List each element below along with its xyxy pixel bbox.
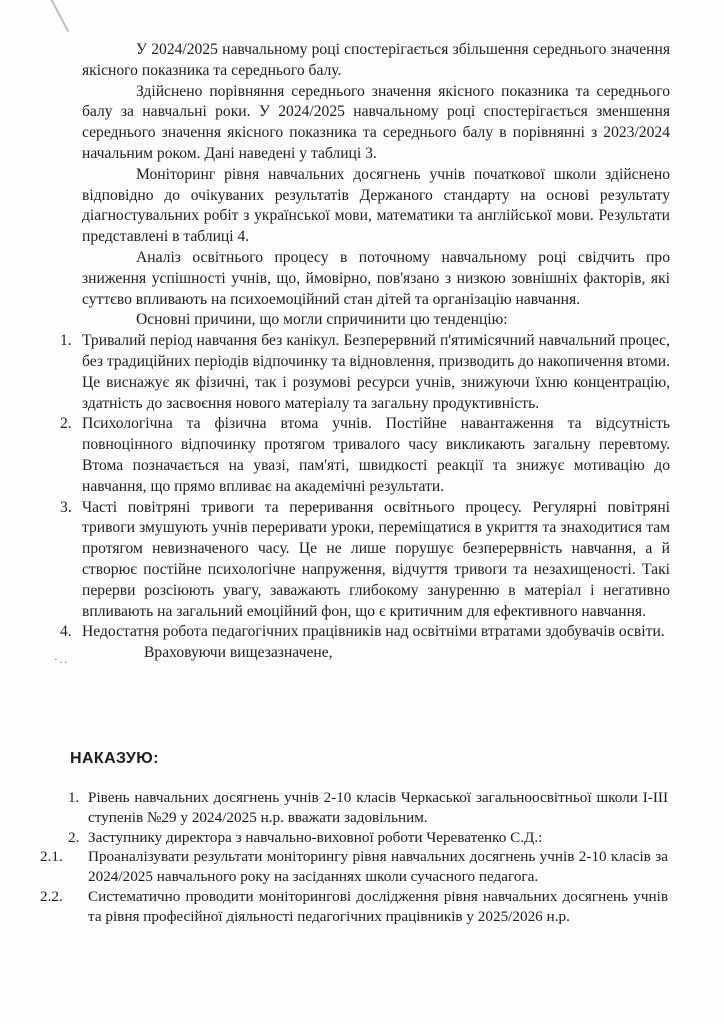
list-item xyxy=(60,622,670,643)
order-item-2 xyxy=(68,828,668,848)
order-number: 2. xyxy=(68,828,80,846)
list-item xyxy=(60,414,670,497)
order-number: 1. xyxy=(68,789,80,806)
order-item-2-1 xyxy=(40,847,668,887)
paragraph-comparison: Здійснено порівняння середнього значення якісного показника та середнього балу за навчальні роки. У 2024/2025 навчальному році спостерігається зменшення середнього значення якісного показника та середнього балу в порівнянні з 2023/2024 начальним роком. Дані наведені у таблиці 3. xyxy=(82,82,670,162)
reasons-list xyxy=(60,331,670,643)
order-item-2-2 xyxy=(40,887,668,927)
paragraph-reasons-intro: Основні причини, що могли спричинити цю тенденцію: xyxy=(136,311,508,329)
list-text: Часті повітряні тривоги та переривання освітнього процесу. Регулярні повітряні тривоги змушують учнів переривати уроки, переміщатися в укриття та знаходитися там протягом невизначеного часу. Це не лише порушує безперервність навчання, а й створює постійне психологічне напруження, відчуття тривоги та незахищеності. Такі перерви розсіюють увагу, заважають глибокому зануренню в матеріал і негативно впливають на загальний емоційний фон, що є критичним для ефективного навчання. xyxy=(82,498,670,620)
order-text: Рівень навчальних досягнень учнів 2-10 класів Черкаської загальноосвітньої школи І-ІІІ ступенів №29 у 2024/2025 н.р. вважати задовільним. xyxy=(88,789,668,826)
order-heading: НАКАЗУЮ: xyxy=(70,750,159,767)
order-text: Систематично проводити моніторингові дослідження рівня навчальних досягнень учнів та рівня професійної діяльності педагогічних працівників у 2025/2026 н.р. xyxy=(88,887,668,925)
orders-list xyxy=(40,788,668,927)
list-item xyxy=(60,498,670,623)
order-text: Заступнику директора з навчально-виховної роботи Череватенко С.Д.: xyxy=(88,828,543,846)
scan-dots: ·.. xyxy=(54,654,70,666)
paragraph-analysis: Аналіз освітнього процесу в поточному навчальному році свідчить про зниження успішності учнів, що, ймовірно, пов'язано з низкою зовнішніх факторів, які суттєво впливають на психоемоційний стан дітей та організацію навчання. xyxy=(82,248,670,308)
order-text: Проаналізувати результати моніторингу рівня навчальних досягнень учнів 2-10 класів за 2024/2025 навчального року на засіданнях школи сучасного педагога. xyxy=(88,848,668,886)
list-text: Недостатня робота педагогічних працівників над освітніми втратами здобувачів освіти. xyxy=(82,623,665,641)
list-number: 4. xyxy=(60,623,72,641)
paragraph-primary-monitoring: Моніторинг рівня навчальних досягнень учнів початкової школи здійснено відповідно до очікуваних результатів Держаного стандарту на основі результату діагностувальних робіт з української мови, математики та англійської мови. Результати представлені в таблиці 4. xyxy=(82,165,670,246)
order-item-1 xyxy=(68,788,668,828)
scan-mark xyxy=(49,0,70,32)
list-text: Психологічна та фізична втома учнів. Постійне навантаження та відсутність повноцінного відпочинку протягом тривалого часу викликають загальну перевтому. Втома позначається на увазі, пам'яті, швидкості реакції та знижує мотивацію до навчання, що прямо впливає на академічні результати. xyxy=(82,415,670,495)
list-number: 1. xyxy=(60,332,72,350)
list-number: 2. xyxy=(60,415,72,433)
order-number: 2.2. xyxy=(40,887,63,905)
document-body xyxy=(60,40,670,664)
list-text: Тривалий період навчання без канікул. Безперервний п'ятимісячний навчальний процес, без традиційних періодів відпочинку та відновлення, призводить до накопичення втоми. Це виснажує як фізичні, так і розумові ресурси учнів, знижуючи їхню концентрацію, здатність до засвоєння нового матеріалу та загальну продуктивність. xyxy=(82,332,670,412)
paragraph-considering: Враховуючи вищезазначене, xyxy=(144,644,333,662)
order-number: 2.1. xyxy=(40,848,63,866)
list-number: 3. xyxy=(60,498,72,516)
paragraph-quality-increase: У 2024/2025 навчальному році спостерігається збільшення середнього значення якісного показника та середнього балу. xyxy=(82,41,670,79)
list-item xyxy=(60,331,670,414)
